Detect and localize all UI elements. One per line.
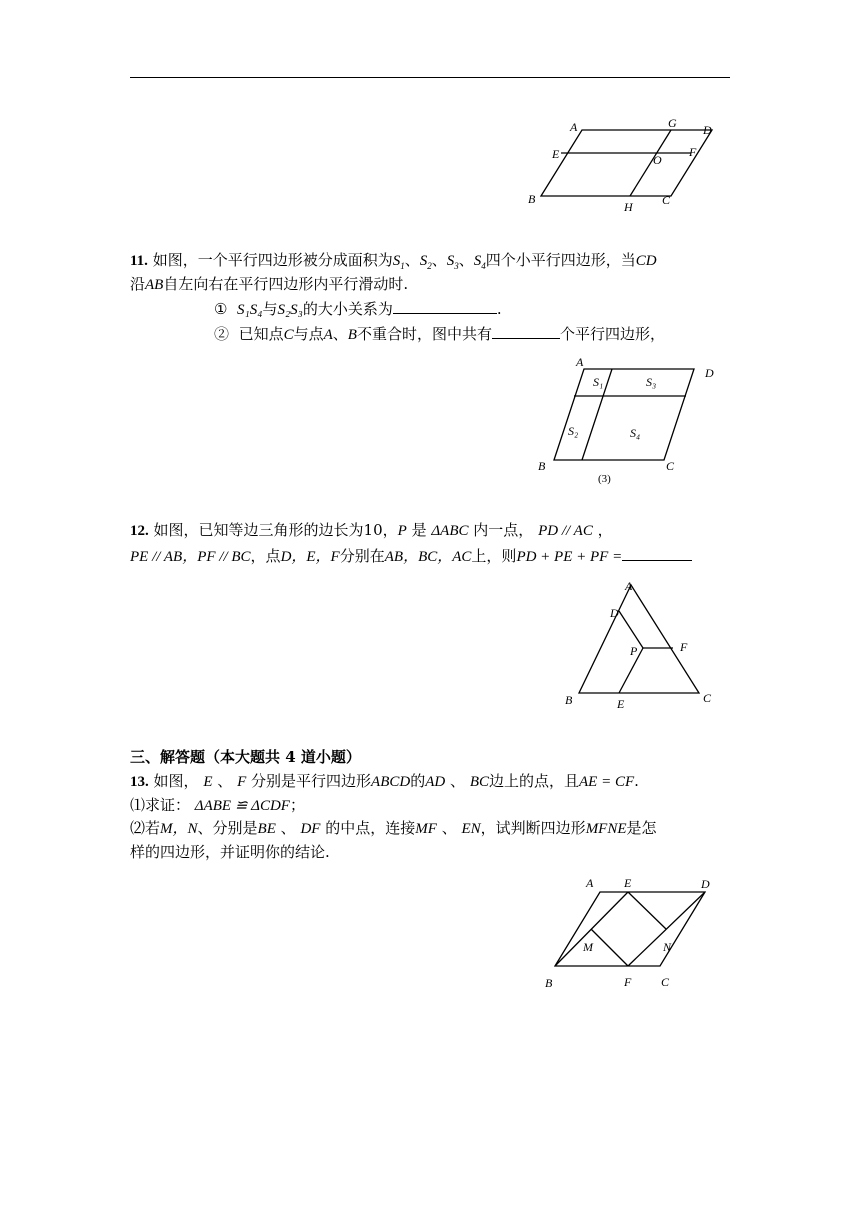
label-f: F xyxy=(624,975,632,989)
label-a: A xyxy=(625,579,633,593)
q12-relations: PE // AB，PF // BC xyxy=(130,549,251,565)
label-c: C xyxy=(661,975,670,989)
label-a: A xyxy=(576,355,584,369)
q11-s3: $S_3$ xyxy=(446,253,459,271)
label-b: B xyxy=(528,192,536,206)
label-b: B xyxy=(565,693,573,707)
figure-equilateral-triangle xyxy=(555,575,725,715)
q11-item2-mark: ② xyxy=(214,325,230,343)
label-d: D xyxy=(701,877,710,891)
q11-line1: 11. 如图，一个平行四边形被分成面积为$S_1$、$S_2$、$S_3$、$S_4$四个小平行四边形，当CD xyxy=(130,251,657,271)
outer-parallelogram xyxy=(554,369,694,460)
q12-line2: PE // AB，PF // BC，点D，E，F分别在AB，BC，AC上，则PD + PE + PF = xyxy=(130,545,692,567)
label-a: A xyxy=(586,876,594,890)
q11-s1: $S_1$ xyxy=(392,253,405,271)
label-g: G xyxy=(668,116,677,130)
label-e: E xyxy=(617,697,625,711)
label-s4: S₄ xyxy=(630,426,641,440)
label-n: N xyxy=(663,940,672,954)
label-s1: S₁ xyxy=(593,375,604,389)
header-rule xyxy=(130,77,730,78)
label-f: F xyxy=(680,640,688,654)
q12-triangle: ΔABC xyxy=(431,523,469,539)
q13-congruence: ΔABE ≌ ΔCDF xyxy=(194,798,290,814)
q11-answer-blank-2[interactable] xyxy=(492,323,560,339)
figure-parallelogram-abcd xyxy=(535,868,735,994)
figure-four-parallelograms xyxy=(530,355,730,487)
label-c: C xyxy=(666,459,675,473)
q13-number: 13. xyxy=(130,774,149,790)
q13-abcd: ABCD xyxy=(371,774,411,790)
q11-s2: $S_2$ xyxy=(419,253,432,271)
label-d: D xyxy=(705,366,714,380)
q12-sum-expression: PD + PE + PF = xyxy=(516,549,623,565)
label-b: B xyxy=(545,976,553,990)
label-s2: S₂ xyxy=(568,424,579,438)
q13-mfne: MFNE xyxy=(585,821,627,837)
q13-part1: ⑴求证： ΔABE ≌ ΔCDF； xyxy=(130,796,305,814)
q12-relation-pd-ac: PD // AC xyxy=(538,523,593,539)
q11-text-tail: 四个小平行四边形，当 xyxy=(485,251,636,269)
figure-parallelogram-efgh xyxy=(520,112,730,214)
segment-gh xyxy=(630,130,671,196)
q11-expr-s2s3: S₂S₃ xyxy=(277,302,303,318)
q13-line1: 13. 如图， E 、 F 分别是平行四边形ABCD的AD 、 BC边上的点，且AE = CF. xyxy=(130,772,639,790)
label-a: A xyxy=(570,120,578,134)
section-three-heading: 三、解答题（本大题共 4 道小题） xyxy=(130,748,361,766)
label-b: B xyxy=(538,459,546,473)
triangle-abc xyxy=(579,585,699,693)
label-m: M xyxy=(583,940,593,954)
label-h: H xyxy=(624,200,633,214)
q11-expr-s1s4: S₁S₄ xyxy=(237,302,263,318)
q11-cd: CD xyxy=(635,253,657,269)
q11-s4: $S_4$ xyxy=(473,253,486,271)
label-e: E xyxy=(624,876,632,890)
parallelogram-abcd xyxy=(555,892,705,966)
q11-item1: ① S₁S₄与S₂S₃的大小关系为 . xyxy=(214,300,502,318)
q11-text: 如图，一个平行四边形被分成面积为 xyxy=(152,251,393,269)
segment-en xyxy=(628,892,666,929)
q11-item1-mark: ① xyxy=(214,300,228,318)
label-o: O xyxy=(653,153,662,167)
q11-answer-blank-1[interactable] xyxy=(393,298,497,314)
label-e: E xyxy=(552,147,560,161)
q11-number: 11. xyxy=(130,253,148,269)
label-c: C xyxy=(703,691,712,705)
label-p: P xyxy=(630,644,638,658)
label-f: F xyxy=(689,145,697,159)
q11-item2: ② 已知点C与点A、B不重合时，图中共有 个平行四边形， xyxy=(214,325,665,343)
q13-line3: 样的四边形，并证明你的结论. xyxy=(130,843,330,861)
segment-pd xyxy=(619,611,643,648)
label-d: D xyxy=(610,606,619,620)
q12-line1: 12. 如图，已知等边三角形的边长为10，P 是 ΔABC 内一点， PD // AC ， xyxy=(130,521,613,539)
q11-ab: AB xyxy=(145,277,164,293)
q11-line2: 沿AB自左向右在平行四边形内平行滑动时. xyxy=(130,275,409,293)
figure-caption: (3) xyxy=(598,473,611,485)
segment-mf xyxy=(591,929,628,966)
q12-answer-blank[interactable] xyxy=(622,545,692,561)
label-d: D xyxy=(703,123,712,137)
label-s3: S₃ xyxy=(646,375,657,389)
q13-equation: AE = CF xyxy=(579,774,635,790)
label-c: C xyxy=(662,193,671,207)
q13-part2: ⑵若M，N、分别是BE 、 DF 的中点，连接MF 、 EN，试判断四边形MFNE是怎 xyxy=(130,819,657,837)
outer-parallelogram xyxy=(541,130,712,196)
q12-number: 12. xyxy=(130,523,149,539)
